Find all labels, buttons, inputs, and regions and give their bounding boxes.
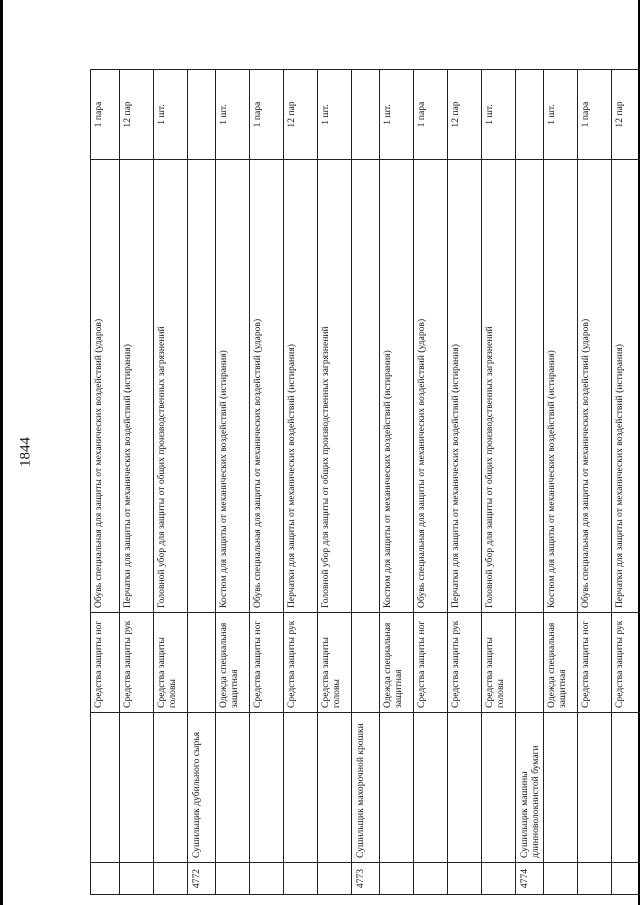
ppe-type-cell: Средства защиты рук <box>120 613 154 713</box>
row-number-cell <box>120 863 154 895</box>
quantity-cell: 12 пар <box>448 70 482 160</box>
row-number-cell <box>154 863 188 895</box>
ppe-item-cell <box>516 160 544 613</box>
rotated-table-container <box>90 70 625 895</box>
ppe-type-cell: Средства защиты головы <box>318 613 352 713</box>
ppe-type-cell: Средства защиты рук <box>612 613 640 713</box>
quantity-cell <box>516 70 544 160</box>
ppe-type-cell <box>352 613 380 713</box>
table-row <box>482 70 516 895</box>
profession-row <box>516 70 544 895</box>
quantity-cell: 1 пара <box>414 70 448 160</box>
ppe-type-cell: Средства защиты головы <box>154 613 188 713</box>
profession-name-cell <box>544 713 578 863</box>
table-body <box>91 70 640 895</box>
quantity-cell: 12 пар <box>612 70 640 160</box>
page-number: 1844 <box>17 437 34 467</box>
table-row <box>318 70 352 895</box>
profession-row <box>188 70 216 895</box>
quantity-cell: 1 пара <box>250 70 284 160</box>
row-number-cell <box>578 863 612 895</box>
ppe-item-cell <box>352 160 380 613</box>
quantity-cell: 1 шт. <box>544 70 578 160</box>
row-number-cell <box>612 863 640 895</box>
row-number-cell <box>414 863 448 895</box>
ppe-item-cell: Костюм для защиты от механических воздействий (истирания) <box>544 160 578 613</box>
profession-name-cell <box>216 713 250 863</box>
row-number-cell <box>448 863 482 895</box>
row-number-cell <box>544 863 578 895</box>
profession-row <box>352 70 380 895</box>
ppe-type-cell: Средства защиты головы <box>482 613 516 713</box>
table-row <box>284 70 318 895</box>
table-row <box>414 70 448 895</box>
table-row <box>216 70 250 895</box>
ppe-item-cell: Головной убор для защиты от общих производственных загрязнений <box>154 160 188 613</box>
ppe-item-cell: Костюм для защиты от механических воздействий (истирания) <box>380 160 414 613</box>
table-row <box>380 70 414 895</box>
ppe-item-cell: Головной убор для защиты от общих производственных загрязнений <box>482 160 516 613</box>
row-number-cell <box>250 863 284 895</box>
profession-name-cell <box>318 713 352 863</box>
profession-name-cell <box>154 713 188 863</box>
quantity-cell: 1 шт. <box>482 70 516 160</box>
ppe-type-cell: Средства защиты рук <box>448 613 482 713</box>
ppe-norms-table <box>90 69 640 895</box>
quantity-cell: 1 пара <box>91 70 120 160</box>
table-row <box>250 70 284 895</box>
ppe-type-cell <box>516 613 544 713</box>
quantity-cell <box>188 70 216 160</box>
profession-name-cell: Сушильщик дубильного сырья <box>188 713 216 863</box>
row-number-cell: 4773 <box>352 863 380 895</box>
ppe-type-cell: Средства защиты рук <box>284 613 318 713</box>
ppe-item-cell: Перчатки для защиты от механических воздействий (истирания) <box>448 160 482 613</box>
profession-name-cell: Сушильщик махорочной крошки <box>352 713 380 863</box>
ppe-item-cell: Перчатки для защиты от механических воздействий (истирания) <box>284 160 318 613</box>
profession-name-cell <box>284 713 318 863</box>
table-row <box>154 70 188 895</box>
table-row <box>578 70 612 895</box>
quantity-cell <box>352 70 380 160</box>
table-row <box>448 70 482 895</box>
profession-name-cell <box>612 713 640 863</box>
ppe-type-cell <box>188 613 216 713</box>
ppe-type-cell: Одежда специальная защитная <box>380 613 414 713</box>
ppe-item-cell: Обувь специальная для защиты от механических воздействий (ударов) <box>250 160 284 613</box>
table-row <box>544 70 578 895</box>
row-number-cell <box>380 863 414 895</box>
ppe-item-cell: Головной убор для защиты от общих производственных загрязнений <box>318 160 352 613</box>
profession-name-cell <box>91 713 120 863</box>
ppe-type-cell: Средства защиты ног <box>91 613 120 713</box>
profession-name-cell <box>414 713 448 863</box>
table-row <box>91 70 120 895</box>
ppe-item-cell: Костюм для защиты от механических воздействий (истирания) <box>216 160 250 613</box>
ppe-item-cell: Обувь специальная для защиты от механических воздействий (ударов) <box>91 160 120 613</box>
ppe-item-cell: Обувь специальная для защиты от механических воздействий (ударов) <box>578 160 612 613</box>
profession-name-cell <box>120 713 154 863</box>
row-number-cell: 4774 <box>516 863 544 895</box>
quantity-cell: 1 шт. <box>154 70 188 160</box>
row-number-cell <box>216 863 250 895</box>
table-row <box>120 70 154 895</box>
row-number-cell <box>91 863 120 895</box>
row-number-cell <box>482 863 516 895</box>
profession-name-cell <box>250 713 284 863</box>
quantity-cell: 1 шт. <box>216 70 250 160</box>
profession-name-cell <box>448 713 482 863</box>
ppe-type-cell: Средства защиты ног <box>414 613 448 713</box>
quantity-cell: 1 шт. <box>318 70 352 160</box>
ppe-item-cell: Перчатки для защиты от механических воздействий (истирания) <box>612 160 640 613</box>
ppe-item-cell: Обувь специальная для защиты от механических воздействий (ударов) <box>414 160 448 613</box>
row-number-cell <box>284 863 318 895</box>
ppe-type-cell: Средства защиты ног <box>578 613 612 713</box>
row-number-cell <box>318 863 352 895</box>
ppe-item-cell: Перчатки для защиты от механических воздействий (истирания) <box>120 160 154 613</box>
scan-edge-left <box>0 0 3 905</box>
table-row <box>612 70 640 895</box>
ppe-type-cell: Одежда специальная защитная <box>544 613 578 713</box>
profession-name-cell <box>578 713 612 863</box>
profession-name-cell: Сушильщик машины длинноволокнистой бумаги <box>516 713 544 863</box>
ppe-item-cell <box>188 160 216 613</box>
quantity-cell: 12 пар <box>284 70 318 160</box>
profession-name-cell <box>482 713 516 863</box>
row-number-cell: 4772 <box>188 863 216 895</box>
profession-name-cell <box>380 713 414 863</box>
ppe-type-cell: Средства защиты ног <box>250 613 284 713</box>
quantity-cell: 1 пара <box>578 70 612 160</box>
quantity-cell: 1 шт. <box>380 70 414 160</box>
quantity-cell: 12 пар <box>120 70 154 160</box>
ppe-type-cell: Одежда специальная защитная <box>216 613 250 713</box>
